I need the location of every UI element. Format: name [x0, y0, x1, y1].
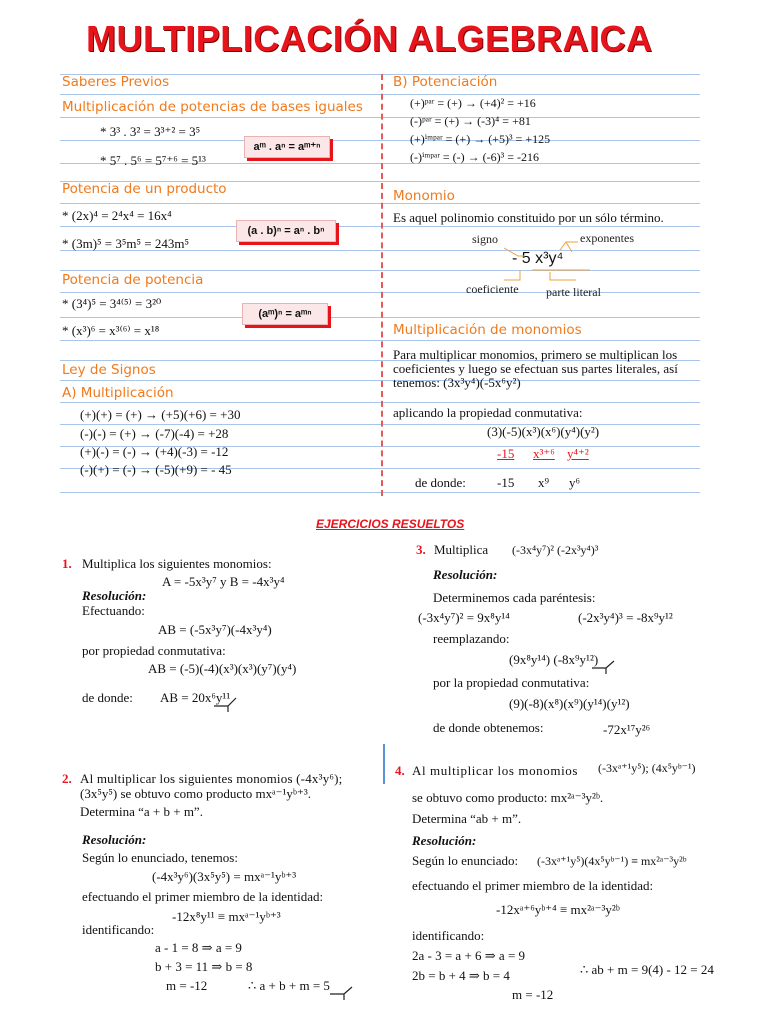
check-mark: [330, 986, 356, 1002]
exercise-answer: AB = 20x⁶y¹¹: [160, 690, 231, 705]
exercise-text: (9)(-8)(x⁸)(x⁹)(y¹⁴)(y¹²): [509, 696, 630, 711]
exercise-text: (-3x⁴y⁷)² (-2x³y⁴)³: [512, 543, 599, 557]
label-parte-literal: parte literal: [546, 285, 601, 299]
exercise-text: Determinemos cada paréntesis:: [433, 590, 596, 605]
paragraph-line: aplicando la propiedad conmutativa:: [393, 405, 583, 420]
example-line: * (3m)⁵ = 3⁵m⁵ = 243m⁵: [62, 236, 190, 251]
exercise-text: A = -5x³y⁷ y B = -4x³y⁴: [162, 574, 285, 589]
power-rule: (-)ⁱᵐᵖᵃʳ = (-) → (-6)³ = -216: [410, 150, 539, 164]
exercise-text: Al multiplicar los siguientes monomios (-4x³y⁶);: [80, 771, 343, 786]
exercise-text: efectuando el primer miembro de la identidad:: [82, 889, 324, 904]
section-potencia-producto: Potencia de un producto: [62, 181, 227, 197]
paragraph-line: coeficientes y luego se efectuan sus partes literales, así: [393, 361, 678, 376]
exercise-text: -12xᵃ⁺⁶yᵇ⁺⁴ ≡ mx²ᵃ⁻³y²ᵇ: [496, 902, 620, 917]
exercise-text: de donde:: [82, 690, 133, 705]
exercise-text: Multiplica los siguientes monomios:: [82, 556, 272, 571]
exercise-text: 2b = b + 4 ⇒ b = 4: [412, 968, 510, 983]
section-multiplicacion: A) Multiplicación: [62, 385, 174, 401]
monomio-diagram-lines: [480, 232, 620, 292]
exercise-text: Determina “a + b + m”.: [80, 804, 203, 819]
exercise-answer: -72x¹⁷y²⁶: [603, 722, 651, 737]
section-potencia-potencia: Potencia de potencia: [62, 272, 204, 288]
exercise-text: (3x⁵y⁵) se obtuvo como producto mxᵃ⁻¹yᵇ⁺³.: [80, 786, 311, 801]
conmutative-expr: (3)(-5)(x³)(x⁶)(y⁴)(y²): [487, 424, 600, 439]
exercise-text: por propiedad conmutativa:: [82, 643, 226, 658]
exercise-text: Según lo enunciado:: [412, 853, 519, 868]
exercise-text: AB = (-5)(-4)(x³)(x³)(y⁷)(y⁴): [148, 661, 297, 676]
label-coeficiente: coeficiente: [466, 282, 519, 296]
exercise-text: (9x⁸y¹⁴) (-8x⁹y¹²): [509, 652, 599, 667]
exercise-text: identificando:: [82, 922, 155, 937]
exercise-text: m = -12: [512, 987, 554, 1002]
resolucion-label: Resolución:: [412, 833, 477, 848]
page-title: MULTIPLICACIÓN ALGEBRAICA: [86, 18, 653, 59]
exercise-text: Según lo enunciado, tenemos:: [82, 850, 238, 865]
result-y: y⁴⁺²: [567, 446, 589, 461]
exercise-number: 3.: [416, 542, 426, 557]
exercise-number: 1.: [62, 556, 72, 571]
exercise-answer: ∴ ab + m = 9(4) - 12 = 24: [580, 962, 714, 977]
label-signo: signo: [472, 232, 499, 246]
section-saberes-previos: Saberes Previos: [62, 74, 170, 90]
sign-rule: (-)(+) = (-) → (-5)(+9) = - 45: [80, 462, 232, 477]
section-ley-signos: Ley de Signos: [62, 362, 156, 378]
exercise-text: Determina “ab + m”.: [412, 811, 522, 826]
formula-box: (aᵐ)ⁿ = aᵐⁿ: [242, 303, 328, 325]
paragraph-line: Para multiplicar monomios, primero se multiplican los: [393, 347, 678, 362]
exercise-text: (-3xᵃ⁺¹y⁵)(4x⁵yᵇ⁻¹) ≡ mx²ᵃ⁻³y²ᵇ: [537, 854, 687, 868]
label-exponentes: exponentes: [580, 231, 634, 245]
section-mult-monomios: Multiplicación de monomios: [393, 322, 582, 338]
exercise-text: identificando:: [412, 928, 485, 943]
exercise-text: Efectuando:: [82, 603, 145, 618]
resolucion-label: Resolución:: [82, 832, 147, 847]
result-coef: -15: [497, 446, 515, 461]
section-monomio: Monomio: [393, 188, 455, 204]
section-potenciacion: B) Potenciación: [393, 74, 498, 90]
exercise-answer: ∴ a + b + m = 5: [248, 978, 330, 993]
ejercicios-heading: EJERCICIOS RESUELTOS: [316, 517, 465, 531]
example-line: * 5⁷ . 5⁶ = 5⁷⁺⁶ = 5¹³: [100, 153, 206, 168]
exercise-text: (-3x⁴y⁷)² = 9x⁸y¹⁴: [418, 610, 510, 625]
formula-box: aᵐ . aⁿ = aᵐ⁺ⁿ: [244, 136, 330, 158]
sign-rule: (+)(-) = (-) → (+4)(-3) = -12: [80, 444, 229, 459]
sign-rule: (+)(+) = (+) → (+5)(+6) = +30: [80, 407, 241, 422]
exercise-text: m = -12: [166, 978, 208, 993]
column-divider: [383, 744, 385, 784]
power-rule: (+)ⁱᵐᵖᵃʳ = (+) → (+5)³ = +125: [410, 132, 551, 146]
example-line: * (3⁴)⁵ = 3⁴⁽⁵⁾ = 3²⁰: [62, 296, 162, 311]
final-y: y⁶: [569, 475, 581, 490]
section-mult-potencias: Multiplicación de potencias de bases iguales: [62, 99, 363, 115]
resolucion-label: Resolución:: [82, 588, 147, 603]
sign-rule: (-)(-) = (+) → (-7)(-4) = +28: [80, 426, 229, 441]
resolucion-label: Resolución:: [433, 567, 498, 582]
check-mark: [592, 660, 618, 676]
exercise-text: -12x⁸y¹¹ ≡ mxᵃ⁻¹yᵇ⁺³: [172, 909, 281, 924]
exercise-text: (-2x³y⁴)³ = -8x⁹y¹²: [578, 610, 673, 625]
check-mark: [214, 696, 240, 714]
example-line: * (x³)⁶ = x³⁽⁶⁾ = x¹⁸: [62, 323, 160, 338]
monomio-definition: Es aquel polinomio constituido por un sólo término.: [393, 210, 664, 225]
final-coef: -15: [497, 475, 515, 490]
label-de-donde: de donde:: [415, 475, 466, 490]
exercise-number: 4.: [395, 763, 405, 778]
exercise-text: de donde obtenemos:: [433, 720, 544, 735]
power-rule: (+)ᵖᵃʳ = (+) → (+4)² = +16: [410, 96, 536, 110]
exercise-text: b + 3 = 11 ⇒ b = 8: [155, 959, 253, 974]
formula-box: (a . b)ⁿ = aⁿ . bⁿ: [236, 220, 336, 242]
exercise-text: (-3xᵃ⁺¹y⁵); (4x⁵yᵇ⁻¹): [598, 761, 696, 775]
exercise-number: 2.: [62, 771, 72, 786]
exercise-text: reemplazando:: [433, 631, 510, 646]
exercise-text: AB = (-5x³y⁷)(-4x³y⁴): [158, 622, 272, 637]
paragraph-line: tenemos: (3x³y⁴)(-5x⁶y²): [393, 375, 521, 390]
exercise-text: se obtuvo como producto: mx²ᵃ⁻³y²ᵇ.: [412, 790, 604, 805]
exercise-text: Al multiplicar los monomios: [412, 763, 579, 778]
exercise-text: (-4x³y⁶)(3x⁵y⁵) = mxᵃ⁻¹yᵇ⁺³: [152, 869, 297, 884]
example-line: * 3³ . 3² = 3³⁺² = 3⁵: [100, 124, 201, 139]
final-x: x⁹: [538, 475, 550, 490]
example-line: * (2x)⁴ = 2⁴x⁴ = 16x⁴: [62, 208, 172, 223]
exercise-text: 2a - 3 = a + 6 ⇒ a = 9: [412, 948, 526, 963]
exercise-text: por la propiedad conmutativa:: [433, 675, 590, 690]
exercise-text: efectuando el primer miembro de la identidad:: [412, 878, 654, 893]
monomio-expression: - 5 x³y⁴: [512, 250, 564, 267]
result-x: x³⁺⁶: [533, 446, 555, 461]
power-rule: (-)ᵖᵃʳ = (+) → (-3)⁴ = +81: [410, 114, 531, 128]
exercise-text: Multiplica: [434, 542, 489, 557]
exercise-text: a - 1 = 8 ⇒ a = 9: [155, 940, 242, 955]
